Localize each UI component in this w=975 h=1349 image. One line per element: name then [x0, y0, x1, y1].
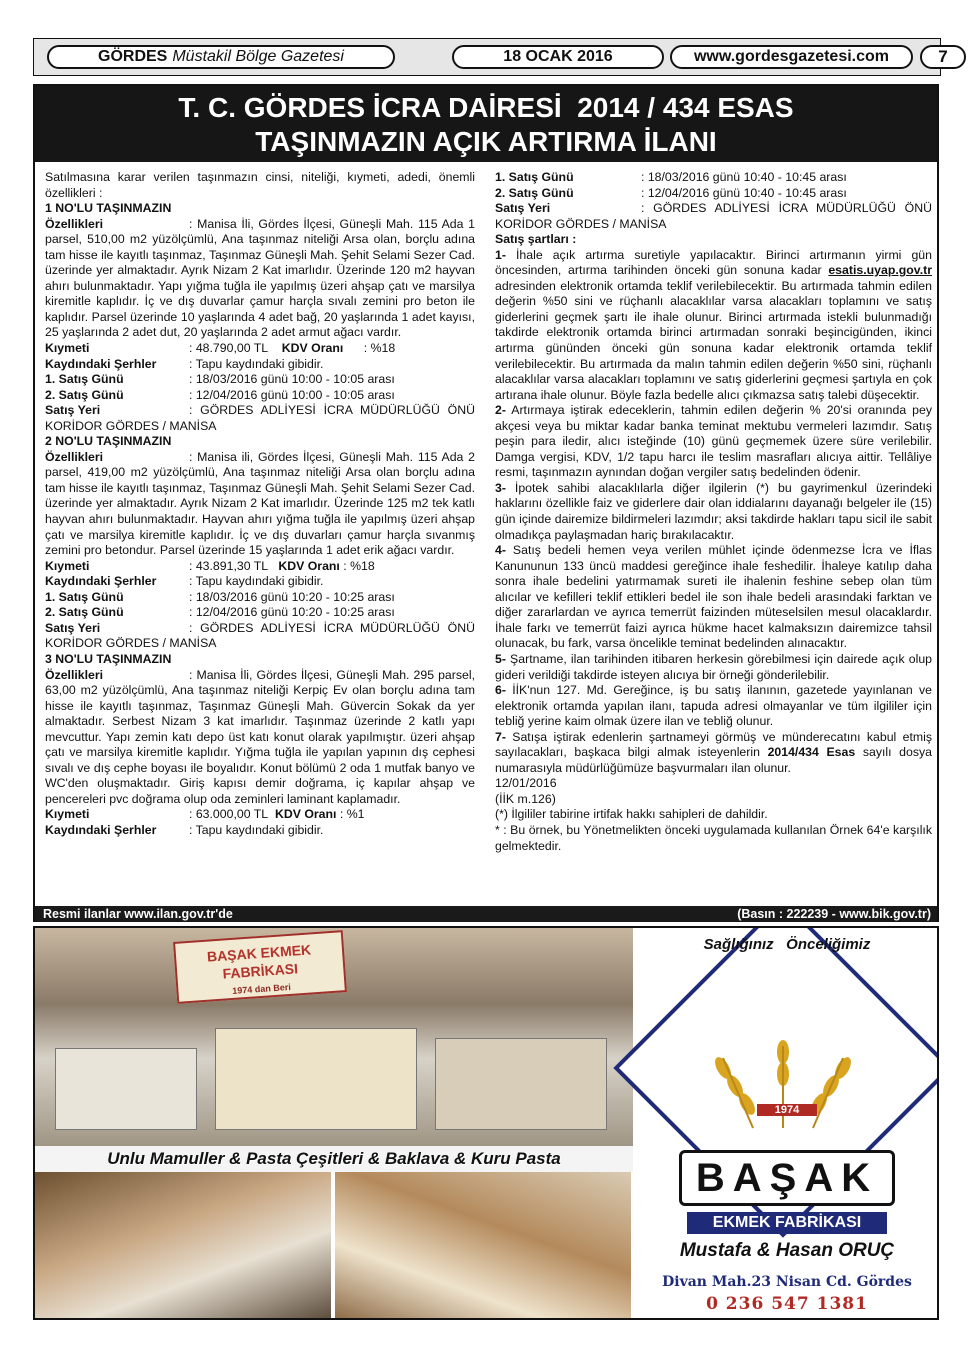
- condition-2: [495, 403, 932, 481]
- condition-number: 4-: [495, 543, 506, 558]
- notice-title: [35, 86, 937, 162]
- features-label: Özellikleri: [45, 667, 104, 682]
- condition-number: 7-: [495, 729, 506, 744]
- sale1-row: [495, 170, 932, 186]
- sale1-value: : 18/03/2016 günü 10:40 - 10:45 arası: [641, 170, 847, 184]
- sale2-label: 2. Satış Günü: [45, 387, 124, 402]
- wheat-icon: [683, 1038, 883, 1138]
- law-reference: (İİK m.126): [495, 791, 556, 806]
- place-label: Satış Yeri: [495, 201, 551, 216]
- record-value: : Tapu kaydındaki gibidir.: [189, 822, 324, 837]
- features-label: Özellikleri: [45, 449, 104, 464]
- case-number: 2014/434 Esas: [767, 745, 856, 760]
- issue-date: 18 OCAK 2016: [452, 45, 664, 69]
- owners-names: Mustafa & Hasan ORUÇ: [679, 1240, 895, 1261]
- kdv-label: KDV Oranı: [274, 807, 337, 822]
- record-label: Kaydındaki Şerhler: [45, 822, 157, 837]
- features-text: : Manisa ili, Gördes İlçesi, Güneşli Mah. 115 Ada 2 parsel, 419,00 m2 yüzölçümlü, Ana taşınmaz niteliği Arsa olan borçlu adına tam hisse ile kayıtlı taşınmaz, Taşınmaz Güneşli Mah. Şehit Selami Sezer Cad. üzerinde yer almaktadır. Ayrık Nizam 2 Kat imarlıdır. Üzerinde 125 m2 tek katlı hayvan ahırı bulunmaktadır. Hayvan ahırı yığma tuğla ile yapılmış üzeri ahşap çatı ve marsilya kiremitle kaplıdır. İç ve dış duvarları çamur harçla sıvanmış zemini pro betondur. Parsel üzerinde 15 yaşlarında 1 adet erik ağacı vardır.: [45, 449, 475, 558]
- condition-4: [495, 543, 932, 652]
- condition-5: [495, 652, 932, 683]
- record-value: : Tapu kaydındaki gibidir.: [189, 574, 324, 589]
- place-value: : GÖRDES ADLİYESİ İCRA MÜDÜRLÜĞÜ ÖNÜ KORİDOR GÖRDES / MANİSA: [45, 403, 475, 433]
- sale-place-row: [495, 201, 932, 232]
- condition-number: 5-: [495, 651, 506, 666]
- storefront-photo: [35, 928, 633, 1146]
- features-text: : Manisa İli, Gördes İlçesi, Güneşli Mah. 295 parsel, 63,00 m2 yüzölçümlü, Ana taşınmaz niteliği Kerpiç Ev olan borçlu adına tam hisse ile kayıtlı taşınmaz, Taşınmaz Güneşli Mah. Güvercin Sokak da yer almaktadır. Serbest Nizam 3 kat imarlıdır. Taşınmaz üzerinde 2 katlı yapı mevcuttur. Yapı zemin katı depo üst katı konut olarak yapılmıştır. üzeri ahşap çatı ve marsilya kiremitle kaplıdır. Yığma tuğla ile yapılan yapının dış cephesi sıvalı ve dış cephe boyası ile boyalıdır. Konut bölümü 2 oda 1 mutfak banyo ve WC'den oluşmaktadır. Giriş kapısı demir doğrama, iç kapılar ahşap ve pencereleri pvc doğrama olup oda zeminleri laminant kaplamadır.: [45, 667, 475, 806]
- record-row: [45, 823, 475, 839]
- sale2-row: [45, 605, 475, 621]
- conditions-heading: Satış şartları :: [495, 232, 577, 247]
- footer-official-ads: Resmi ilanlar www.ilan.gov.tr'de: [43, 907, 233, 921]
- sale2-value: : 12/04/2016 günü 10:00 - 10:05 arası: [189, 387, 395, 402]
- display-case: [215, 1028, 417, 1130]
- parcel-value-row: [45, 807, 475, 823]
- parcel-heading: 1 NO'LU TAŞINMAZIN: [45, 201, 172, 216]
- notice-title-line2: TAŞINMAZIN AÇIK ARTIRMA İLANI: [255, 126, 717, 157]
- parcel-features: [45, 217, 475, 341]
- sale1-value: : 18/03/2016 günü 10:20 - 10:25 arası: [189, 589, 395, 604]
- sale2-label: 2. Satış Günü: [45, 605, 124, 620]
- kdv-label: KDV Oranı: [281, 341, 344, 356]
- sale1-label: 1. Satış Günü: [45, 372, 124, 387]
- condition-text: sayılı dosya numarasıyla müdürlüğümüze başvurmaları ilan olunur.: [495, 745, 932, 775]
- condition-text: Artırmaya iştirak edeceklerin, tahmin edilen değerin % 20'si oranında pey akçesi veya bu miktar kadar banka teminat mektubu vermeleri lazımdır. Satış peşin para iledir, alıcı isteğinde (10) günü geçmemek üzere süre verilebilir. Damga vergisi, KDV, 1/2 tapu harcı ile teslim masrafları alıcıya aittir. Tellâliye resmi, taşınmazın aynından doğan vergiler satış bedelinden ödenir.: [495, 403, 932, 480]
- condition-text: İhale açık artırma suretiyle yapılacaktır. Birinci artırmanın yirmi gün öncesinden, artırma tarihinden önceki gün sonuna kadar: [495, 247, 932, 278]
- record-label: Kaydındaki Şerhler: [45, 356, 157, 371]
- condition-text: adresinden elektronik ortamda teklif verilebilecektir. Bu artırmada tahmin edilen değerin %50 sini ve rüçhanlı alacaklılar varsa alacakları toplamını ve satış giderlerini geçmek şartı ile ihale olunur. Birinci artırmada istekli bulunmadığı takdirde elektronik ortamda birinci artırmadan sonraki beşincigünden, ikinci artırma gününden önceki gün sonuna kadar elektronik ortamda teklif verilebilecektir. Bu artırmada da malın tahmin edilen değerin %50 sini, rüçhanlı alacaklılar varsa alacakları toplamını ve satış giderlerini geçmesi şartıyla en çok artırana ihale olunur. Böyle fazla bedelle alıcı çıkmazsa satış talebi düşecektir.: [495, 278, 932, 402]
- brand-subtitle: EKMEK FABRİKASI: [687, 1212, 887, 1234]
- notice-left-column: [45, 170, 475, 839]
- bakery-address: Divan Mah.23 Nisan Cd. Gördes: [662, 1274, 912, 1290]
- parcel-value-row: [45, 341, 475, 357]
- features-label: Özellikleri: [45, 216, 104, 231]
- esatis-link[interactable]: esatis.uyap.gov.tr: [828, 263, 932, 278]
- condition-7: [495, 730, 932, 777]
- condition-text: Satış bedeli hemen veya verilen mühlet içinde ödenmezse İcra ve İflas Kanununun 133 üncü maddesi gereğince ihale feshedilir. İhaleye katılıp daha sonra ihale bedelini yatırmamak sureti ile ihalenin feshine sebep olan tüm alıcılar ve kefilleri teklif ettikleri bedel ile son ihale bedeli arasındaki farktan ve diğer zararlardan ve ayrıca temerrüt faizinden müteselsilen mesul olacaklardır. İhale farkı ve temerrüt faizi ayrıca hükme hacet kalmaksızın dairemizce tahsil olunacak, bu fark, varsa öncelikle teminat bedelinden alınacaktır.: [495, 543, 932, 651]
- page-header: [33, 38, 948, 76]
- notice-title-line1: T. C. GÖRDES İCRA DAİRESİ 2014 / 434 ESAS: [178, 92, 794, 123]
- value-label: Kıymeti: [45, 341, 90, 356]
- brand-name: GÖRDES: [98, 48, 168, 65]
- condition-number: 2-: [495, 403, 506, 418]
- value-amount: : 43.891,30 TL: [189, 558, 269, 573]
- shop-sign: [173, 930, 347, 1004]
- footer-press-code: (Basın : 222239 - www.bik.gov.tr): [737, 907, 931, 921]
- place-value: : GÖRDES ADLİYESİ İCRA MÜDÜRLÜĞÜ ÖNÜ KORİDOR GÖRDES / MANİSA: [495, 201, 932, 231]
- value-label: Kıymeti: [45, 558, 90, 573]
- sale-place-row: [45, 403, 475, 434]
- brand-logo-text: BAŞAK: [679, 1150, 895, 1206]
- footnote-2: * : Bu örnek, bu Yönetmelikten önceki uygulamada kullanılan Örnek 64'e karşılık gelmektedir.: [495, 822, 932, 853]
- condition-6: [495, 683, 932, 730]
- sale1-row: [45, 590, 475, 606]
- condition-text: İpotek sahibi alacaklılarla diğer ilgilerin (*) bu gayrimenkul üzerindeki haklarını özellikle faiz ve giderlere dair olan iddialarını dayanağı belgeler ile (15) gün içinde dairemize bildirmeleri lazımdır; aksi takdirde hakları tapu sicil ile sabit olmadıkça paylaşmadan hariç bırakılacaktır.: [495, 480, 932, 542]
- website-url[interactable]: www.gordesgazetesi.com: [670, 45, 913, 69]
- parcel-value-row: [45, 559, 475, 575]
- bakery-phone[interactable]: 0 236 547 1381: [706, 1294, 868, 1314]
- notice-date: 12/01/2016: [495, 776, 557, 791]
- sale1-row: [45, 372, 475, 388]
- place-label: Satış Yeri: [45, 620, 101, 635]
- sale2-row: [495, 186, 932, 202]
- record-row: [45, 574, 475, 590]
- sale2-value: : 12/04/2016 günü 10:20 - 10:25 arası: [189, 605, 395, 620]
- sale1-label: 1. Satış Günü: [495, 170, 574, 184]
- bakery-logo: [635, 928, 939, 1320]
- condition-text: Satışa iştirak edenlerin şartnameyi görmüş ve münderecatını kabul etmiş sayılacakları, başkaca bilgi almak isteyenlerin: [495, 729, 932, 760]
- footnote-1: (*) İlgililer tabirine irtifak hakkı sahipleri de dahildir.: [495, 807, 768, 822]
- parcel-heading: 3 NO'LU TAŞINMAZIN: [45, 651, 172, 666]
- sale1-value: : 18/03/2016 günü 10:00 - 10:05 arası: [189, 372, 395, 387]
- place-value: : GÖRDES ADLİYESİ İCRA MÜDÜRLÜĞÜ ÖNÜ KORİDOR GÖRDES / MANİSA: [45, 620, 475, 651]
- sale1-label: 1. Satış Günü: [45, 589, 124, 604]
- parcel-features: [45, 668, 475, 808]
- condition-1: [495, 248, 932, 403]
- bakery-advertisement: [33, 926, 939, 1320]
- value-label: Kıymeti: [45, 807, 90, 822]
- condition-text: İİK'nun 127. Md. Gereğince, iş bu satış ilanının, gazetede yayınlanan ve elektronik ortamda yapılan ilanı, tapuda adresi olmayanlar ve tüm ilgililer için tebliğ yerine kaim olmak üzere ilan ve tebliğ olunur.: [495, 683, 932, 729]
- value-amount: : 63.000,00 TL: [189, 807, 269, 822]
- condition-number: 6-: [495, 683, 506, 698]
- notice-right-column: [495, 170, 932, 854]
- condition-3: [495, 481, 932, 543]
- product-banner: Unlu Mamuller & Pasta Çeşitleri & Baklava & Kuru Pasta: [35, 1146, 633, 1172]
- sale-place-row: [45, 621, 475, 652]
- logo-slogan: Sağlığınız Önceliğimiz: [703, 936, 871, 953]
- record-row: [45, 357, 475, 373]
- features-text: : Manisa İli, Gördes İlçesi, Güneşli Mah. 115 Ada 1 parsel, 510,00 m2 yüzölçümlü, Ana taşınmaz niteliği Arsa olan, borçlu adına tam hisse ile kayıtlı taşınmaz, Taşınmaz Güneşli Mah. Şehit Selami Sezer Cad. üzerinde yer almaktadır. Ayrık Nizam 2 Kat imarlıdır. Üzerinde 120 m2 hayvan ahırı bulunmaktadır. Yapı yığma tuğla ile yapılmış üzeri ahşap çatı ve marsilya kiremitle kaplıdır. İç ve dış duvarlar çamur harçla sıvalı zemini pro beton ile kaplıdır. Parsel üzerinde 10 yaşlarında 4 adet bağ, 20 yaşlarında 1 adet kayısı, 25 yaşlarında 2 adet dut, 20 yaşlarında 2 adet armut ağacı vardır.: [45, 216, 475, 340]
- condition-number: 1-: [495, 247, 506, 262]
- shop-sign-line1: BAŞAK EKMEK: [206, 941, 312, 965]
- condition-number: 3-: [495, 480, 506, 495]
- shop-sign-line3: 1974 dan Beri: [231, 981, 292, 996]
- pastries-photo: [335, 1172, 631, 1320]
- sale2-row: [45, 388, 475, 404]
- shop-sign-line2: FABRİKASI: [222, 960, 299, 982]
- sale2-label: 2. Satış Günü: [495, 185, 574, 200]
- notice-intro: Satılmasına karar verilen taşınmazın cinsi, niteliği, kıymeti, adedi, önemli özellikleri :: [45, 170, 475, 200]
- brand-tagline: Müstakil Bölge Gazetesi: [172, 48, 344, 65]
- value-amount: : 48.790,00 TL: [189, 341, 269, 356]
- notice-footer: [35, 906, 937, 922]
- bread-shelf: [435, 1038, 607, 1130]
- kdv-rate: : %18: [343, 558, 375, 573]
- sale2-value: : 12/04/2016 günü 10:40 - 10:45 arası: [641, 185, 847, 200]
- founding-year: 1974: [757, 1104, 817, 1116]
- kdv-rate: : %1: [339, 807, 365, 822]
- record-value: : Tapu kaydındaki gibidir.: [189, 356, 324, 371]
- page-number: 7: [920, 45, 966, 69]
- display-shelf: [55, 1048, 197, 1130]
- condition-text: Şartname, ilan tarihinden itibaren herkesin görebilmesi için dairede açık olup gideri verildiği takdirde isteyen alıcıya bir örneği gönderilebilir.: [495, 651, 932, 682]
- place-label: Satış Yeri: [45, 403, 101, 418]
- kdv-rate: : %18: [363, 341, 396, 356]
- cakes-photo: [35, 1172, 331, 1320]
- auction-notice: [33, 84, 939, 922]
- parcel-heading: 2 NO'LU TAŞINMAZIN: [45, 434, 172, 449]
- kdv-label: KDV Oranı: [278, 558, 340, 573]
- newspaper-brand: [47, 45, 395, 69]
- record-label: Kaydındaki Şerhler: [45, 574, 157, 589]
- parcel-features: [45, 450, 475, 559]
